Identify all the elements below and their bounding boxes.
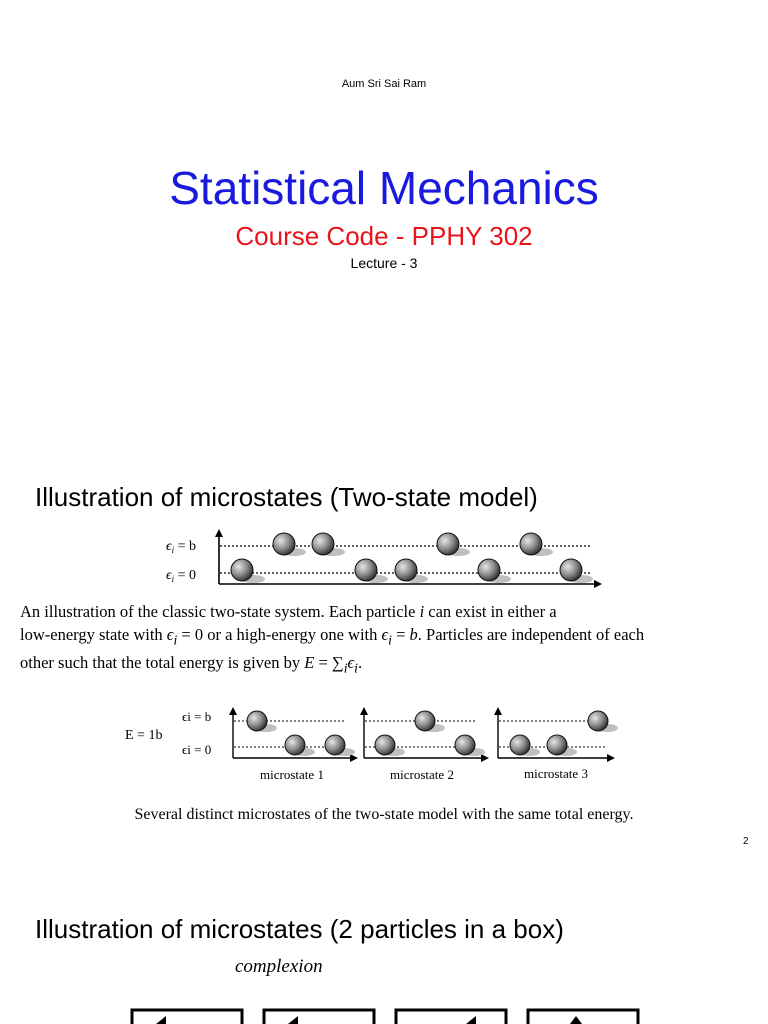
arrow-icon xyxy=(466,1016,476,1024)
particle-balls xyxy=(231,533,593,583)
caption-line-2: low-energy state with $\epsilon_i = 0$ or a high-energy one with $\epsilon_i = b$. Particles are independent of each xyxy=(20,625,645,648)
microstate-balls xyxy=(247,711,618,756)
epsilon-high-label: $\epsilon_i = b$ xyxy=(166,539,197,555)
microstates-figure xyxy=(120,702,640,788)
microstates-caption: Several distinct microstates of the two-state model with the same total energy. xyxy=(134,806,634,823)
boxes-figure xyxy=(120,1000,650,1024)
caption-line-1: An illustration of the classic two-state system. Each particle i can exist in either a xyxy=(20,602,557,621)
two-state-figure xyxy=(160,528,610,590)
epsilon-low-label: $\epsilon_i = 0$ xyxy=(166,568,197,584)
caption-line-3: other such that the total energy is given by $E = \sum_i\epsilon_i$. xyxy=(20,653,363,676)
arrow-icon xyxy=(288,1016,298,1024)
page-number: 2 xyxy=(743,836,749,847)
epsilon-low-label-2: ϵi = 0 xyxy=(182,742,212,757)
microstate-2-label: microstate 2 xyxy=(390,767,454,782)
microstate-1-label: microstate 1 xyxy=(260,767,324,782)
slide-heading-two-particles: Illustration of microstates (2 particles in a box) xyxy=(35,914,564,944)
arrow-icon xyxy=(570,1016,582,1024)
box-4 xyxy=(528,1010,638,1024)
total-energy-label: E = 1b xyxy=(125,728,163,743)
box-3 xyxy=(396,1010,506,1024)
header-text: Aum Sri Sai Ram xyxy=(341,78,427,90)
microstate-3-label: microstate 3 xyxy=(524,766,588,781)
epsilon-high-label-2: ϵi = b xyxy=(182,709,212,724)
box-1 xyxy=(132,1010,242,1024)
two-state-caption xyxy=(20,600,760,680)
arrow-icon xyxy=(156,1016,166,1024)
slide-heading-two-state: Illustration of microstates (Two-state model) xyxy=(35,482,538,512)
box-2 xyxy=(264,1010,374,1024)
lecture-number: Lecture - 3 xyxy=(350,255,418,271)
course-code: Course Code - PPHY 302 xyxy=(235,221,533,251)
complexion-label: complexion xyxy=(235,956,323,977)
page-title: Statistical Mechanics xyxy=(169,162,599,214)
